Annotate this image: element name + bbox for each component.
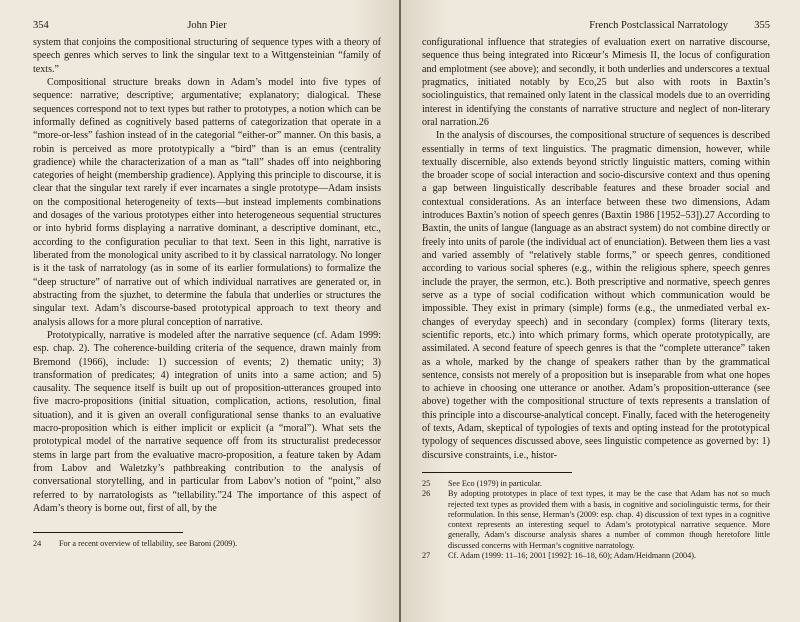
- right-page: [401, 0, 800, 622]
- paragraph: system that conjoins the compositional structuring of sequence types with a theory of speech genres which serves to link the singular text to a Wittgensteinian “family of texts.”: [33, 37, 381, 75]
- left-page-header: [33, 14, 381, 36]
- footnote: [422, 479, 770, 489]
- footnote-text: Cf. Adam (1999: 11–16; 2001 [1992]: 16–18, 60); Adam/Heidmann (2004).: [448, 551, 697, 561]
- running-head: French Postclassical Narratology: [589, 20, 728, 31]
- paragraph: configurational influence that strategies of evaluation exert on narrative discourse, sequence thus being integrated into Ricœur’s Mimesis II, the locus of configuration and emplotment (see above); and secondly, it both underlies and underscores a textual pragmatics, initiated notably by Eco,25 but also with roots in Baxtin’s sociolinguistics, that remained only latent in the classical models due to an overriding interest in identifying the constants of narrative structure and neglect of non-literary oral narration.26: [422, 37, 770, 128]
- footnote: [422, 489, 770, 551]
- footnote-number: 24: [33, 539, 42, 549]
- left-footnotes: [33, 539, 381, 549]
- paragraph: Compositional structure breaks down in Adam’s model into five types of sequence: narrative; descriptive; argumentative; explanatory; dialogical. These sequences correspond not to text types but rather to prototypes, a notion which can be informally defined as cognitively based patterns of categorization that operate in a “more-or-less” fashion instead of in the categorial “either-or” manner. On this basis, a robin is perceived as more prototypically a “bird” than is an emus (centrality gradience) while the characterization of a man as “tall” shades off into neighboring categories of height (membership gradience). Applying this principle to discourse, it is clear that the singular text rarely if ever incarnates a single prototype—Adam insists on the compositional heterogeneity of texts—but instead implements combinations and dosages of the various prototypes either into heterogeneous sequential structures or into hybrid forms displaying a narrative dominant, a descriptive dominant, etc., according to the configuration peculiar to that text. Seen in this light, narrative is liberated from the monological unity ascribed to it by classical narratology. No longer is it the task of narratology (as in some of its earlier formulations) to formalize the “deep structure” of narrative out of which individual narratives are generated or, in abstracting from the sjuzhet, to determine the fabula that underlies or structures the singular text. Adam’s discourse-based prototypical approach to text theory and analysis allows for a more plural conception of narrative.: [33, 76, 381, 328]
- right-footnotes: [422, 479, 770, 561]
- paragraph: Prototypically, narrative is modeled after the narrative sequence (cf. Adam 1999: esp. chap. 2). The coherence-building criteria of the sequence, drawn mainly from Bremond (1966), include: 1) succession of events; 2) thematic unity; 3) transformation of predicates; 4) integration of units into a same action; and 5) causality. The sequence itself is built up out of proposition-utterances grouped into five macro-propositions (initial situation, complication, actions, resolution, final situation), and it is given an overall configurational sense thanks to an evaluative macro-proposition which is either implicit or explicit (a “moral”). What sets the prototypical model of the narrative sequence off from its structuralist predecessor stems in large part from the evaluative macro-proposition, a feature taken by Adam from Labov and Waletzky’s pathbreaking contribution to the analysis of conversational storytelling, and in particular from Labov’s notion of “point,” also referred to by narratologists as “tellability.”24 The importance of this aspect of Adam’s theory is borne out, first of all, by the: [33, 329, 381, 514]
- right-body-text: [422, 36, 770, 462]
- right-page-header: [422, 14, 770, 36]
- footnote-text: See Eco (1979) in particular.: [448, 479, 542, 488]
- running-head: John Pier: [187, 20, 227, 31]
- footnote-text: For a recent overview of tellability, see Baroni (2009).: [59, 539, 238, 549]
- footnote-rule: [33, 532, 183, 533]
- footnote: [422, 551, 770, 561]
- footnote-number: 27: [422, 551, 431, 561]
- page-number: 354: [33, 20, 49, 31]
- left-body-text: [33, 36, 381, 515]
- footnote-number: 26: [422, 489, 431, 499]
- footnote: [33, 539, 381, 549]
- left-page: [0, 0, 399, 622]
- footnote-number: 25: [422, 479, 431, 488]
- footnote-rule: [422, 472, 572, 473]
- paragraph: In the analysis of discourses, the compositional structure of sequences is described essentially in terms of text linguistics. The pragmatic dimension, however, while textually discernible, also extends beyond strictly linguistic matters, coming within the broader scope of social interaction and socio-discursive context and thus opening a gap between linguistically describable features and these broader social and contextual considerations. As an interface between these two dimensions, Adam introduces Baxtin’s notion of speech genres (Baxtin 1986 [1952–53]).27 According to Baxtin, the units of langue (language as an abstract system) do not combine directly or freely into units of parole (the individual act of enunciation). Between them lies a vast and varied assembly of “relatively stable forms,” or speech genres, conditioned according to various social spheres (e.g., within the religious sphere, speech genres include the prayer, the sermon, etc.). Both prescriptive and normative, speech genres serve as a type of social codification without which communication would be impossible. They exist in primary (simple) forms (e.g., the unmediated verbal exchanges of everyday speech) and in secondary (complex) forms (literary texts, scientific reports, etc.) into which primary forms, which operate prototypically, are assimilated. A second feature of speech genres is that the “complete utterance” taken as a whole, marked by the change of speakers rather than by the grammatical sentence, consists not merely of a proposition but is inseparable from what one hopes to achieve in choosing one utterance or another. Adam’s proposition-utterance (see above) together with the compositional structure of texts represents a translation of this principle into a discourse-analytical concept. Finally, faced with the heterogeneity of texts, Adam, skeptical of typologies of texts and opting instead for the prototypical typology of sequences discussed above, sees linguistic competence as governed by: 1) discursive constraints, i.e., histor-: [422, 130, 770, 461]
- footnote-text: By adopting prototypes in place of text types, it may be the case that Adam has not so much rejected text types as provided them with a basis, in cognitive and sociolinguistic terms, for their reformulation. In this sense, Herman’s (2009: esp. chap. 4) discussion of text types in a cognitive context represents an interesting sequel to Adam’s prototypical narrative sequence. More generally, Adam’s discourse analysis shares a number of common though heretofore little discussed concerns with Herman’s cognitive narratology.: [448, 489, 770, 550]
- page-number: 355: [754, 20, 770, 31]
